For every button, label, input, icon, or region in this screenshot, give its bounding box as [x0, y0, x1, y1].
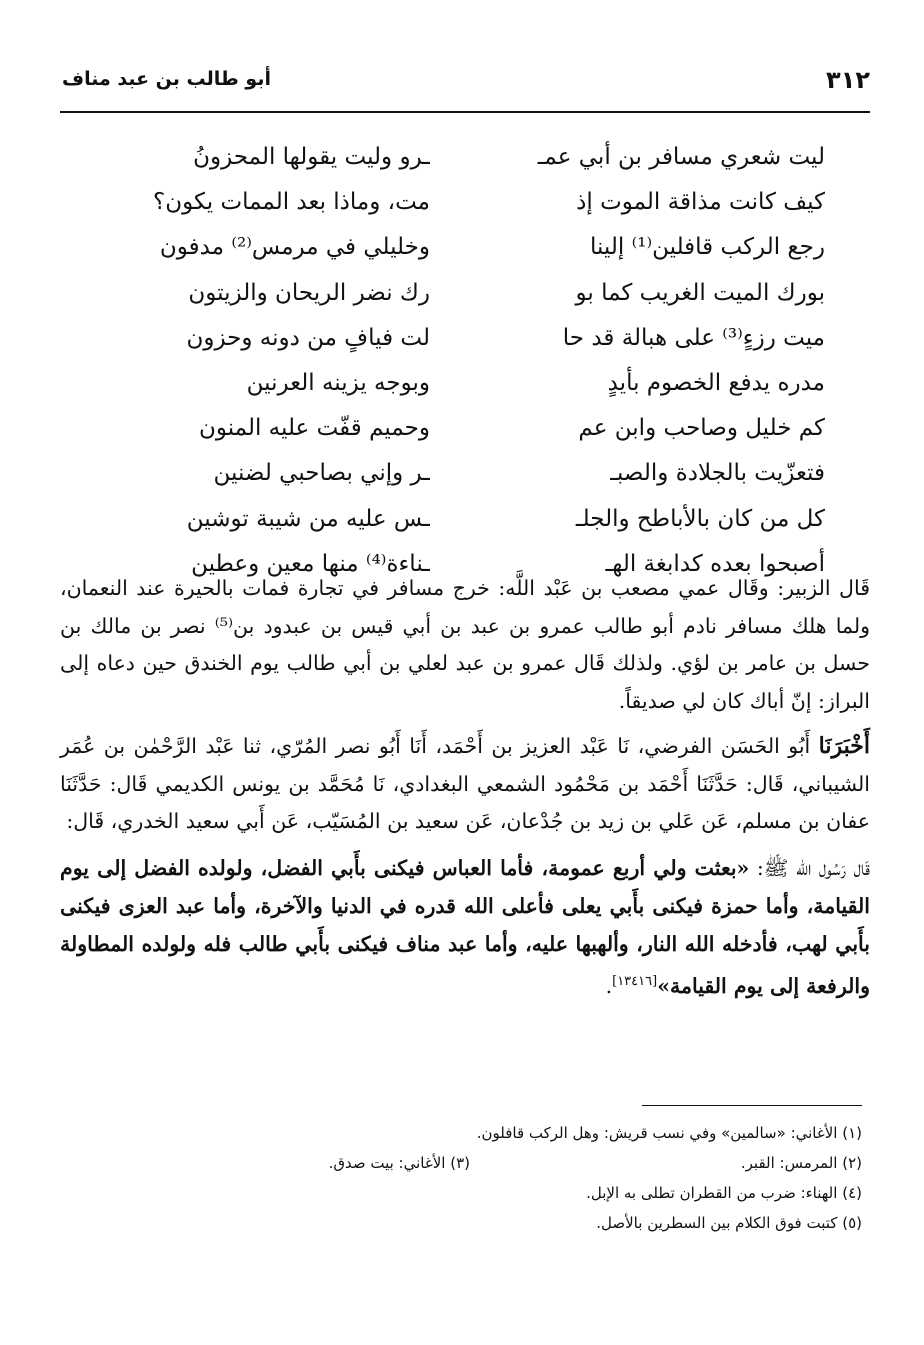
footnote-text: الأغاني: «سالمين» وفي نسب قريش: وهل الركب قافلون. [476, 1124, 838, 1142]
verse-first-hemistich: مدره يدفع الخصوم بأيدٍ [607, 369, 825, 396]
narration-text: قَال الزبير: وقَال عمي مصعب بن عَبْد اللَّه: خرج مسافر في تجارة فمات بالحيرة عند النعمان، ولما هلك مسافر نادم أبو طالب عمرو بن عبد بن أبي قيس بن عبدود بن⁽⁵⁾ نصر بن مالك بن حسل بن عامر بن لؤي. ولذلك قَال عمرو بن عبد لعلي بن أبي طالب يوم الخندق حين دعاه إلى البراز: إنّ أباك كان لي صديقاً. [60, 576, 871, 713]
verse [95, 273, 825, 318]
hadith-text: «بعثت ولي أربع عمومة، فأما العباس فيكنى بأَبي الفضل، ولولده الفضل إلى يوم القيامة، وأما حمزة فيكنى بأَبي يعلى فأعلى الله قدره في الدنيا والآخرة، وأما عبد العزى فيكنى بأَبي لهب، فأدخله الله النار، وألهبها عليه، وأما عبد مناف فيكنى بأَبي طالب فله ولولده المطاولة والرفعة إلى يوم القيامة» [60, 855, 870, 998]
footnote-number: (٢) [842, 1154, 862, 1172]
verse-first-hemistich: ميت رزءٍ⁽³⁾ على هبالة قد حا [562, 324, 825, 351]
page-header [62, 62, 870, 102]
verse-second-hemistich: رك نضر الريحان والزيتون [188, 279, 430, 306]
verse-first-hemistich: كل من كان بالأباطح والجلـ [575, 505, 825, 532]
verse [95, 227, 825, 272]
footnote-text: الأغاني: بيت صدق. [328, 1154, 446, 1172]
running-title: أبو طالب بن عبد مناف [62, 68, 271, 90]
isnad-paragraph [60, 728, 870, 841]
hadith-reference-number: [١٣٤١٦] [612, 973, 658, 989]
verse [95, 363, 825, 408]
footnote-text: كتبت فوق الكلام بين السطرين بالأصل. [596, 1214, 838, 1232]
verse-first-hemistich: أصبحوا بعده كدابغة الهـ [605, 550, 825, 577]
footnote [329, 1148, 470, 1178]
footnote-number: (٤) [842, 1184, 862, 1202]
verse-first-hemistich: رجع الركب قافلين⁽¹⁾ إلينا [589, 234, 825, 261]
verse [95, 453, 825, 498]
verse-second-hemistich: ـناءة⁽⁴⁾ منها معين وعطين [191, 550, 430, 577]
prose-body [60, 570, 870, 1004]
footnote [596, 1208, 862, 1238]
footnote-line [60, 1208, 870, 1238]
verse-second-hemistich: ـس عليه من شيبة توشين [186, 505, 430, 532]
verse-first-hemistich: كيف كانت مذاقة الموت إذ [576, 189, 825, 216]
footnote-line [60, 1148, 870, 1178]
verse-first-hemistich: بورك الميت الغريب كما بو [575, 279, 825, 306]
footnote-text: الهناء: ضرب من القطران تطلى به الإبل. [586, 1184, 838, 1202]
hadith-end: . [605, 973, 613, 998]
page-number: ٣١٢ [826, 66, 870, 94]
verse-second-hemistich: لت فيافٍ من دونه وحزون [186, 324, 430, 351]
verse-second-hemistich: وخليلي في مرمس⁽²⁾ مدفون [159, 234, 430, 261]
verse-first-hemistich: فتعزّيت بالجلادة والصبـ [610, 460, 825, 487]
narration-paragraph [60, 570, 870, 720]
header-rule [60, 111, 870, 113]
footnote-rule [642, 1105, 862, 1106]
poem [95, 137, 825, 589]
footnote-line [60, 1178, 870, 1208]
verse [95, 137, 825, 182]
footnote-text: المرمس: القبر. [740, 1154, 838, 1172]
isnad-lead-word: أَخْبَرَنَا [818, 733, 870, 759]
footnote-number: (١) [842, 1124, 862, 1142]
verse [95, 499, 825, 544]
verse-second-hemistich: وحميم قفّت عليه المنون [198, 415, 430, 442]
isnad-text: أَبُو الحَسَن الفرضي، نَا عَبْد العزيز بن أَحْمَد، أَنَا أَبُو نصر المُرّي، ثنا عَبْد الرَّحْمٰن بن عُمَر الشيباني، قَال: حَدَّثَنَا أَحْمَد بن مَحْمُود الشمعي البغدادي، نَا مُحَمَّد بن يونس الكديمي قَال: حَدَّثَنَا عفان بن مسلم، عَن عَلي بن زيد بن جُدْعان، عَن سعيد بن المُسَيّب، عَن أَبي سعيد الخدري، قَال: [60, 734, 870, 833]
footnote [741, 1148, 862, 1178]
verse [95, 318, 825, 363]
verse [95, 182, 825, 227]
footnote [586, 1178, 862, 1208]
hadith-paragraph [60, 849, 870, 1005]
verse-first-hemistich: كم خليل وصاحب وابن عم [578, 415, 825, 442]
verse-second-hemistich: مت، وماذا بعد الممات يكون؟ [153, 189, 430, 216]
footnote-line [60, 1118, 870, 1148]
footnote [477, 1118, 862, 1148]
verse-second-hemistich: ـرو وليت يقولها المحزونُ [193, 144, 430, 170]
verse-second-hemistich: ـر وإني بصاحبي لضنين [213, 460, 430, 487]
footnote-number: (٥) [842, 1214, 862, 1232]
footnote-number: (٣) [450, 1154, 470, 1172]
footnotes [60, 1118, 870, 1238]
verse-first-hemistich: ليت شعري مسافر بن أبي عمـ [537, 144, 825, 170]
verse [95, 408, 825, 453]
verse-second-hemistich: وبوجه يزينه العرنين [246, 369, 430, 396]
hadith-intro: قَال رَسُول الله ﷺ: [749, 855, 870, 880]
